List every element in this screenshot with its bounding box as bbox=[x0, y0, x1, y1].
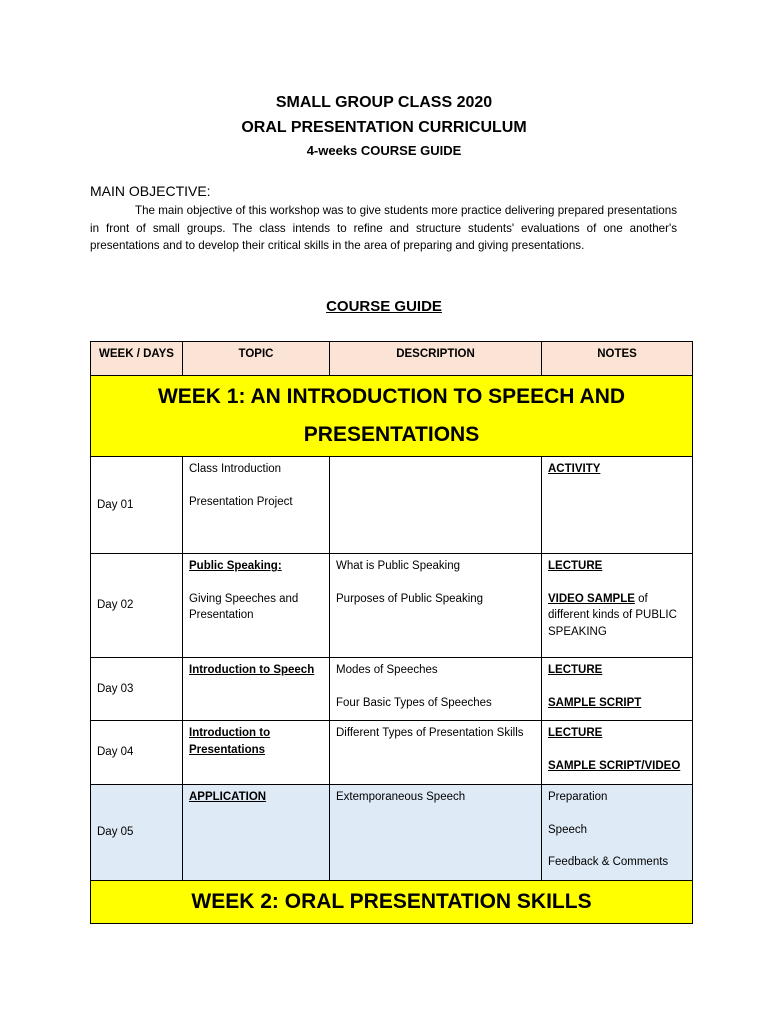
note-text: LECTURE bbox=[548, 664, 603, 676]
description-cell bbox=[330, 457, 542, 554]
note-text: Preparation bbox=[548, 791, 608, 803]
description-cell bbox=[330, 658, 542, 721]
note-text: LECTURE bbox=[548, 560, 603, 572]
description-text: What is Public Speaking bbox=[336, 560, 461, 572]
week-1-heading: WEEK 1: AN INTRODUCTION TO SPEECH AND PRESENTATIONS bbox=[91, 376, 693, 457]
note-text: Feedback & Comments bbox=[548, 856, 669, 868]
topic-text: Presentation Project bbox=[189, 495, 293, 508]
description-text: Modes of Speeches bbox=[336, 664, 438, 676]
description-cell bbox=[330, 785, 542, 881]
table-row bbox=[91, 554, 693, 658]
table-row bbox=[91, 457, 693, 554]
day-cell: Day 05 bbox=[91, 785, 183, 881]
week-2-row bbox=[91, 881, 693, 924]
week-2-heading: WEEK 2: ORAL PRESENTATION SKILLS bbox=[91, 881, 693, 924]
topic-text: Introduction to Presentations bbox=[189, 727, 271, 756]
description-text: Extemporaneous Speech bbox=[336, 791, 466, 803]
column-header: WEEK / DAYS bbox=[91, 342, 183, 376]
week-1-row bbox=[91, 376, 693, 457]
objective-heading: MAIN OBJECTIVE: bbox=[90, 183, 211, 199]
column-header: DESCRIPTION bbox=[330, 342, 542, 376]
title-line-2: ORAL PRESENTATION CURRICULUM bbox=[241, 119, 527, 136]
topic-text: Public Speaking: bbox=[189, 560, 282, 572]
table-row bbox=[91, 721, 693, 785]
note-text: SAMPLE SCRIPT/VIDEO bbox=[548, 759, 681, 772]
description-text: Purposes of Public Speaking bbox=[336, 592, 484, 605]
topic-cell bbox=[183, 721, 330, 785]
topic-cell bbox=[183, 785, 330, 881]
notes-cell bbox=[542, 785, 693, 881]
day-cell: Day 04 bbox=[91, 721, 183, 785]
title-line-1: SMALL GROUP CLASS 2020 bbox=[275, 94, 493, 111]
topic-text: Giving Speeches and Presentation bbox=[189, 592, 299, 621]
topic-text: APPLICATION bbox=[189, 791, 267, 803]
column-header: NOTES bbox=[542, 342, 693, 376]
course-guide-table bbox=[90, 341, 693, 924]
course-guide-title: COURSE GUIDE bbox=[326, 298, 442, 315]
day-cell: Day 02 bbox=[91, 554, 183, 658]
notes-cell bbox=[542, 658, 693, 721]
notes-cell bbox=[542, 457, 693, 554]
topic-text: Introduction to Speech bbox=[189, 664, 315, 676]
note-text: ACTIVITY bbox=[548, 463, 601, 475]
notes-cell bbox=[542, 554, 693, 658]
column-header: TOPIC bbox=[183, 342, 330, 376]
day-cell: Day 01 bbox=[91, 457, 183, 554]
description-text: Four Basic Types of Speeches bbox=[336, 696, 492, 709]
subtitle: 4-weeks COURSE GUIDE bbox=[306, 143, 462, 158]
description-cell bbox=[330, 554, 542, 658]
objective-text: The main objective of this workshop was to give students more practice delivering prepared presentations in front of small groups. The class intends to refine and structure students' evaluations of one another's presentations and to develop their critical skills in the area of preparing and giving presentations. bbox=[90, 204, 677, 252]
table-header-row bbox=[91, 342, 693, 376]
note-text: SAMPLE SCRIPT bbox=[548, 696, 642, 709]
topic-text: Class Introduction bbox=[189, 463, 282, 475]
note-text: LECTURE bbox=[548, 727, 603, 739]
topic-cell bbox=[183, 457, 330, 554]
note-text: Speech bbox=[548, 823, 588, 836]
description-cell bbox=[330, 721, 542, 785]
notes-cell bbox=[542, 721, 693, 785]
table-row bbox=[91, 785, 693, 881]
topic-cell bbox=[183, 658, 330, 721]
note-text: VIDEO SAMPLE of different kinds of PUBLIC SPEAKING bbox=[548, 592, 677, 638]
description-text: Different Types of Presentation Skills bbox=[336, 727, 524, 739]
table-row bbox=[91, 658, 693, 721]
topic-cell bbox=[183, 554, 330, 658]
day-cell: Day 03 bbox=[91, 658, 183, 721]
